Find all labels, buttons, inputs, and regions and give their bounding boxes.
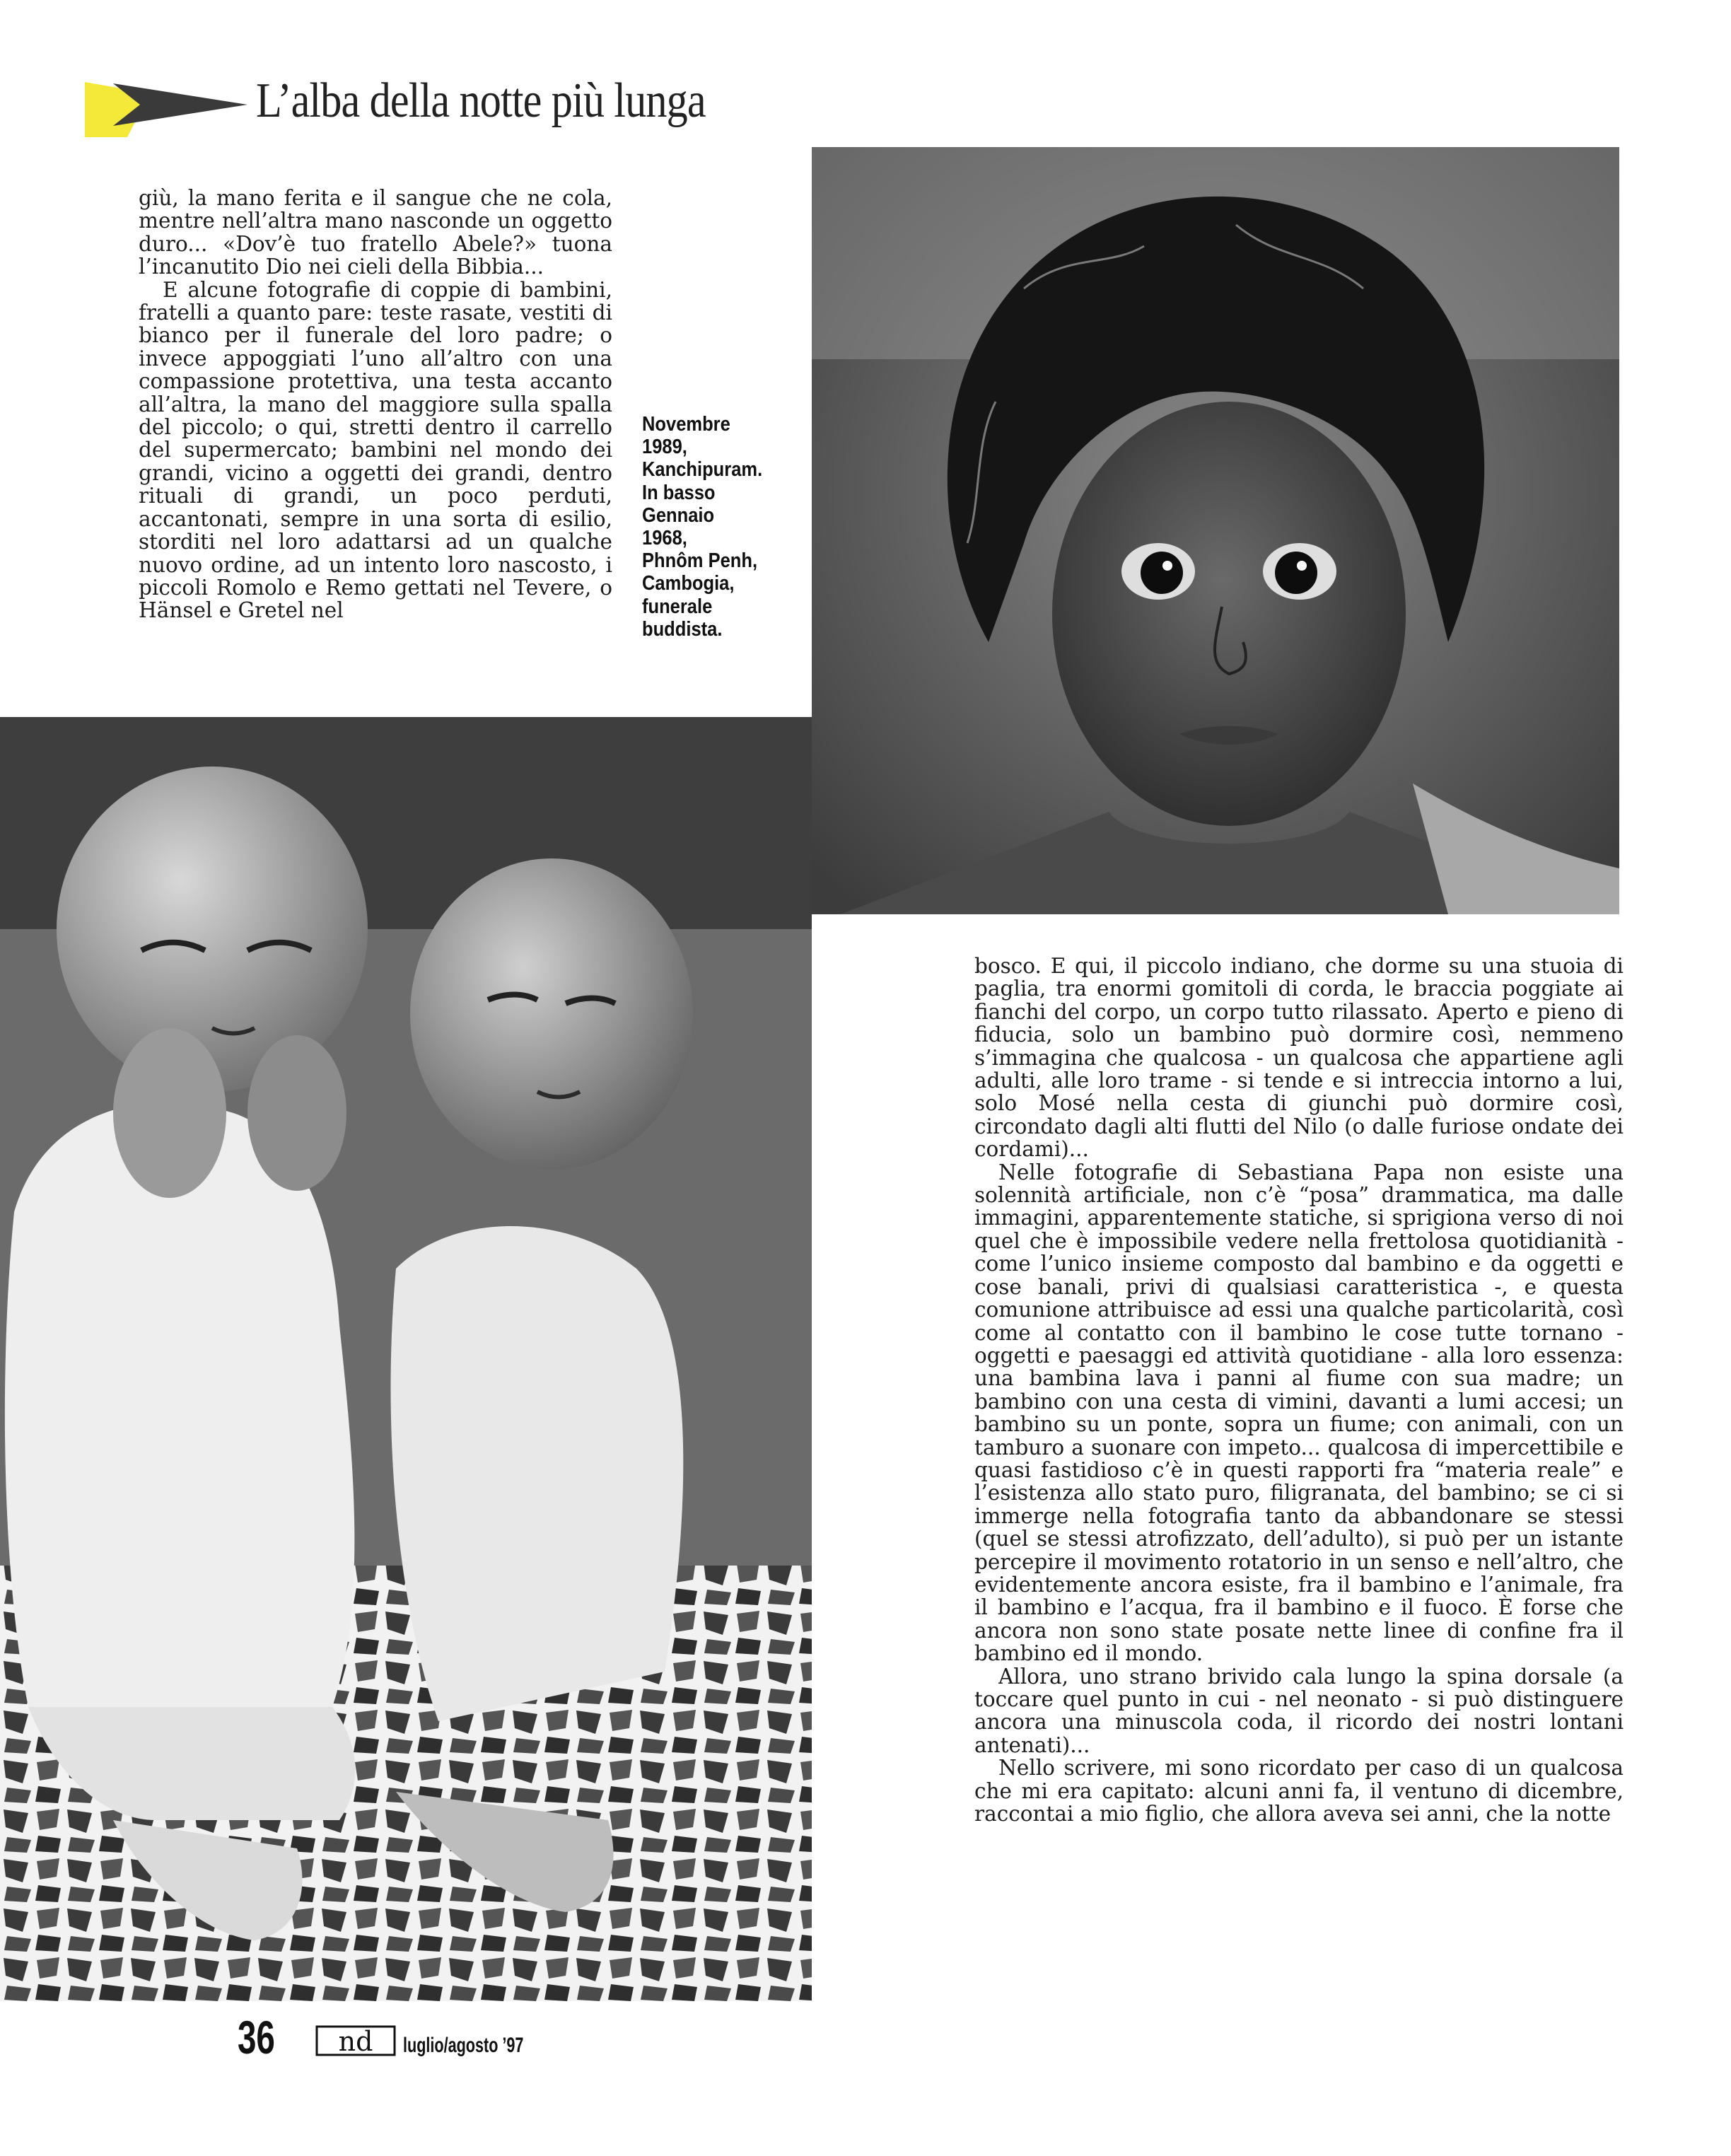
caption-line: Kanchipuram. [642,458,763,482]
header-arrow-icon [85,69,247,140]
right-text-column [974,955,1624,1825]
left-paragraph-1: giù, la mano ferita e il sangue che ne cola, mentre nell’altra mano nasconde un oggetto duro... «Dov’è tuo fratello Abele?» tuona l’incanutito Dio nei cieli della Bibbia... [139,186,612,279]
page-title: L’alba della notte più lunga [256,74,706,128]
caption-line: funerale [642,595,713,618]
caption-line: buddista. [642,617,723,641]
right-paragraph-4: Nello scrivere, mi sono ricordato per caso di un qualcosa che mi era capitato: alcuni anni fa, il ventuno di dicembre, raccontai a mio figlio, che allora aveva sei anni, che la notte [974,1756,1624,1826]
caption-line: Novembre [642,413,730,436]
caption-line: 1989, [642,436,687,459]
right-paragraph-2: Nelle fotografie di Sebastiana Papa non esiste una solennità artificiale, non c’è “posa” drammatica, ma dalle immagini, apparentemente statiche, si sprigiona verso di noi quel che è impossibile vedere nella frettolosa quotidianità - come l’unico insieme composto dal bambino e da oggetti e cose banali, privi di qualsiasi caratteristica -, e questa comunione attribuisce ad essi una qualche particolarità, così come al contatto con il bambino le cose tutte tornano - oggetti e paesaggi ed attività quotidiane - alla loro essenza: una bambina lava i panni al fiume con sua madre; un bambino con una cesta di vimini, davanti a lumi accesi; un bambino su un ponte, sopra un fiume; con animali, con un tamburo a suonare con impeto... qualcosa di impercettibile e quasi fastidioso c’è in questi rapporti fra “materia reale” e l’esistenza allo stato puro, filigranata, del bambino; se ci si immerge nella fotografia tanto da abbandonare se stessi (quel se stessi atrofizzato, dell’adulto), si può per un istante percepire il movimento rotatorio in un senso e nell’altro, che evidentemente ancora esiste, fra il bambino e l’animale, fra il bambino e l’acqua, fra il bambino e il fuoco. È forse che ancora non sono state posate nette linee di confine fra il bambino ed il mondo. [974,1160,1624,1666]
photo-monk-children [0,717,812,2001]
caption-line: 1968, [642,527,687,550]
right-paragraph-3: Allora, uno strano brivido cala lungo la spina dorsale (a toccare quel punto in cui - nel neonato - si può distinguere ancora una minuscola coda, il ricordo dei nostri lontani antenati)... [974,1664,1624,1757]
photo-caption [642,413,763,641]
left-paragraph-2: E alcune fotografie di coppie di bambini, fratelli a quanto pare: teste rasate, vestiti di bianco per il funerale del loro padre; o invece appoggiati l’uno all’altro con una compassione protettiva, una testa accanto all’altra, la mano del maggiore sulla spalla del piccolo; o qui, stretti dentro il carrello del supermercato; bambini nel mondo dei grandi, vicino a oggetti dei grandi, dentro rituali di grandi, un poco perduti, accantonati, sempre in una sorta di esilio, storditi nel loro adattarsi ad un qualche nuovo ordine, ad un intento loro nascosto, i piccoli Romolo e Remo gettati nel Tevere, o Hänsel e Gretel nel [139,277,612,623]
logo-text: nd [338,2026,373,2057]
issue-date: luglio/agosto ’97 [403,2034,524,2057]
caption-line: Gennaio [642,503,715,527]
magazine-logo [315,2022,396,2058]
caption-line: Cambogia, [642,572,735,595]
left-text-column [139,187,612,622]
photo-girl-portrait [812,147,1619,914]
caption-line: Phnôm Penh, [642,549,758,573]
page-number: 36 [238,2011,275,2063]
caption-line: In basso [642,481,716,504]
right-paragraph-1: bosco. E qui, il piccolo indiano, che dorme su una stuoia di paglia, tra enormi gomitoli di corda, le braccia poggiate ai fianchi del corpo, un corpo tutto rilassato. Aperto e pieno di fiducia, solo un bambino può dormire così, nemmeno s’immagina che qualcosa - un qualcosa che appartiene agli adulti, alle loro trame - si tende e si intreccia intorno a lui, solo Mosé nella cesta di giunchi può dormire così, circondato dagli alti flutti del Nilo (o dalle furiose ondate dei cordami)... [974,954,1624,1162]
